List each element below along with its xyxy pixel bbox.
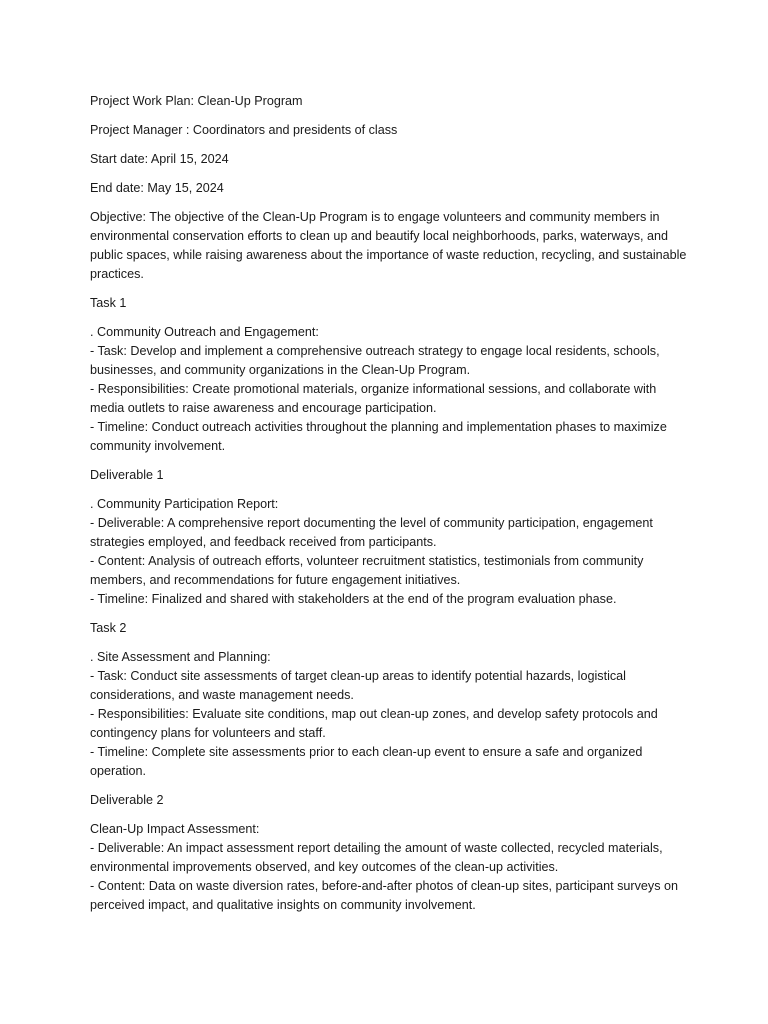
start-date: Start date: April 15, 2024	[90, 152, 229, 166]
task2-responsibilities: - Responsibilities: Evaluate site conditions, map out clean-up zones, and develop safety protocols and contingency plans for volunteers and staff.	[90, 707, 658, 740]
task2-heading: Task 2	[90, 621, 127, 635]
task2-title: . Site Assessment and Planning:	[90, 650, 271, 664]
project-manager: Project Manager : Coordinators and presidents of class	[90, 123, 398, 137]
document-title: Project Work Plan: Clean-Up Program	[90, 94, 303, 108]
deliverable2-section	[90, 820, 690, 915]
deliverable1-deliverable: - Deliverable: A comprehensive report documenting the level of community participation, engagement strategies employed, and feedback received from participants.	[90, 516, 653, 549]
deliverable1-timeline: - Timeline: Finalized and shared with stakeholders at the end of the program evaluation phase.	[90, 592, 617, 606]
deliverable2-title: Clean-Up Impact Assessment:	[90, 822, 260, 836]
deliverable2-deliverable: - Deliverable: An impact assessment report detailing the amount of waste collected, recycled materials, environmental improvements observed, and key outcomes of the clean-up activities.	[90, 841, 663, 874]
deliverable1-heading: Deliverable 1	[90, 468, 164, 482]
task1-timeline: - Timeline: Conduct outreach activities throughout the planning and implementation phases to maximize community involvement.	[90, 420, 667, 453]
deliverable1-content: - Content: Analysis of outreach efforts, volunteer recruitment statistics, testimonials from community members, and recommendations for future engagement initiatives.	[90, 554, 644, 587]
deliverable1-section	[90, 495, 690, 609]
task2-timeline: - Timeline: Complete site assessments prior to each clean-up event to ensure a safe and organized operation.	[90, 745, 643, 778]
task1-heading: Task 1	[90, 296, 127, 310]
task1-section	[90, 323, 690, 456]
task1-responsibilities: - Responsibilities: Create promotional materials, organize informational sessions, and collaborate with media outlets to raise awareness and encourage participation.	[90, 382, 657, 415]
task2-task: - Task: Conduct site assessments of target clean-up areas to identify potential hazards, logistical considerations, and waste management needs.	[90, 669, 626, 702]
objective: Objective: The objective of the Clean-Up Program is to engage volunteers and community members in environmental conservation efforts to clean up and beautify local neighborhoods, parks, waterways, and public spaces, while raising awareness about the importance of waste reduction, recycling, and sustainable practices.	[90, 210, 687, 281]
task2-section	[90, 648, 690, 781]
deliverable2-content: - Content: Data on waste diversion rates, before-and-after photos of clean-up sites, participant surveys on perceived impact, and qualitative insights on community involvement.	[90, 879, 679, 912]
task1-task: - Task: Develop and implement a comprehensive outreach strategy to engage local residents, schools, businesses, and community organizations in the Clean-Up Program.	[90, 344, 660, 377]
deliverable1-title: . Community Participation Report:	[90, 497, 279, 511]
end-date: End date: May 15, 2024	[90, 181, 224, 195]
deliverable2-heading: Deliverable 2	[90, 793, 164, 807]
document-page	[90, 92, 690, 925]
task1-title: . Community Outreach and Engagement:	[90, 325, 319, 339]
